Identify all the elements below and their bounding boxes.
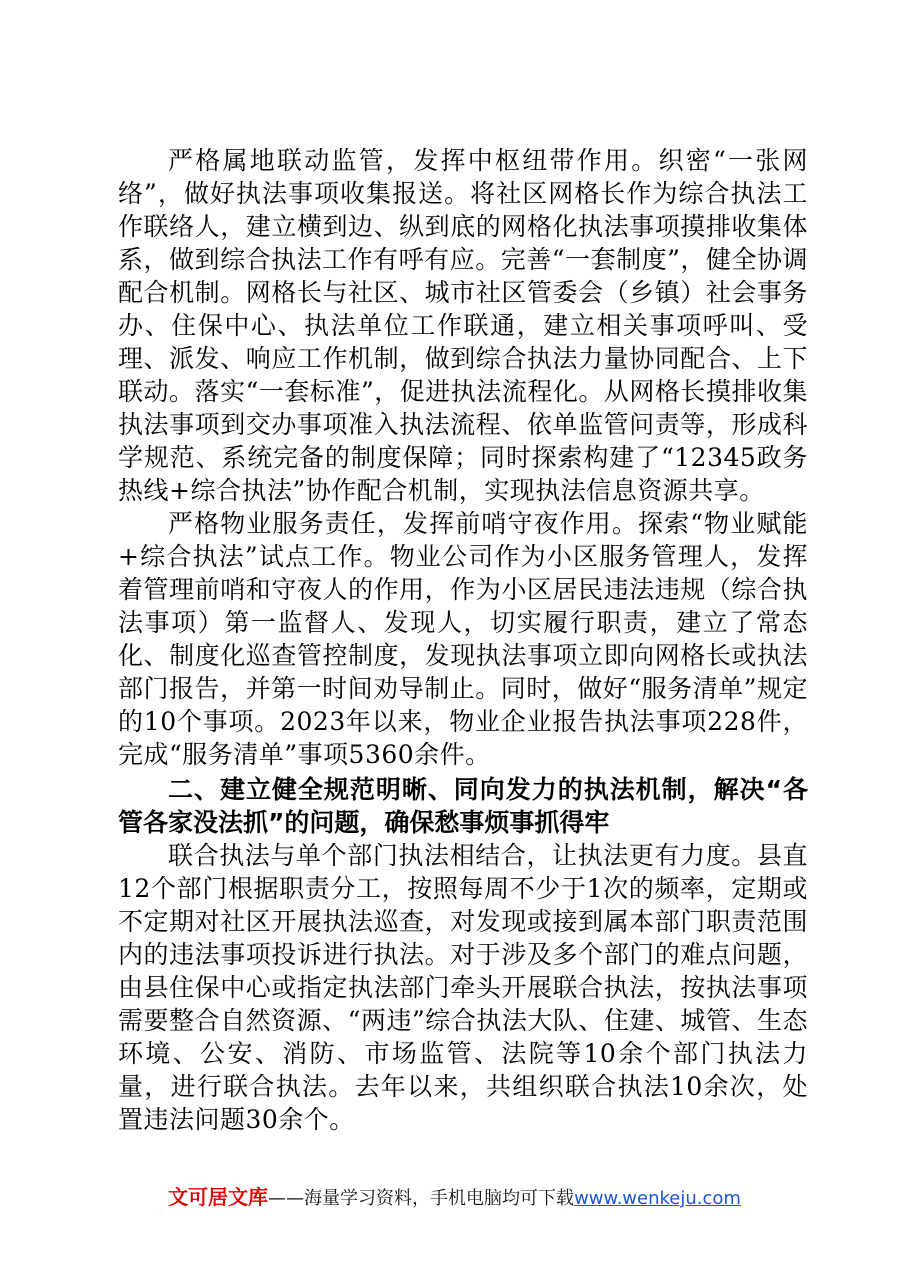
section-heading-two: 二、建立健全规范明晰、同向发力的执法机制，解决“各管各家没法抓”的问题，确保愁事烦事抓得牢 [118, 775, 808, 837]
footer-banner [0, 1184, 909, 1212]
paragraph-joint-enforcement: 联合执法与单个部门执法相结合，让执法更有力度。县直12个部门根据职责分工，按照每周不少于1次的频率，定期或不定期对社区开展执法巡查，对发现或接到属本部门职责范围内的违法事项投诉进行执法。对于涉及多个部门的难点问题，由县住保中心或指定执法部门牵头开展联合执法，按执法事项需要整合自然资源、“两违”综合执法大队、住建、城管、生态环境、公安、消防、市场监管、法院等10余个部门执法力量，进行联合执法。去年以来，共组织联合执法10余次，处置违法问题30余个。 [118, 841, 808, 1134]
paragraph-property-linkage: 严格属地联动监管，发挥中枢纽带作用。织密“一张网络”，做好执法事项收集报送。将社区网格长作为综合执法工作联络人，建立横到边、纵到底的网格化执法事项摸排收集体系，做到综合执法工作有呼有应。完善“一套制度”，健全协调配合机制。网格长与社区、城市社区管委会（乡镇）社会事务办、住保中心、执法单位工作联通，建立相关事项呼叫、受理、派发、响应工作机制，做到综合执法力量协同配合、上下联动。落实“一套标准”，促进执法流程化。从网格长摸排收集执法事项到交办事项准入执法流程、依单监管问责等，形成科学规范、系统完备的制度保障；同时探索构建了“12345政务热线+综合执法”协作配合机制，实现执法信息资源共享。 [118, 146, 808, 505]
paragraph-property-service: 严格物业服务责任，发挥前哨守夜作用。探索“物业赋能+综合执法”试点工作。物业公司作为小区服务管理人，发挥着管理前哨和守夜人的作用，作为小区居民违法违规（综合执法事项）第一监督人、发现人，切实履行职责，建立了常态化、制度化巡查管控制度，发现执法事项立即向网格长或执法部门报告，并第一时间劝导制止。同时，做好“服务清单”规定的10个事项。2023年以来，物业企业报告执法事项228件，完成“服务清单”事项5360余件。 [118, 509, 808, 769]
footer-brand: 文可居文库 [168, 1185, 269, 1209]
document-body [118, 144, 808, 1136]
footer-slogan: ——海量学习资料，手机电脑均可下载 [268, 1188, 575, 1209]
footer-url-link[interactable]: www.wenkeju.com [574, 1188, 741, 1209]
